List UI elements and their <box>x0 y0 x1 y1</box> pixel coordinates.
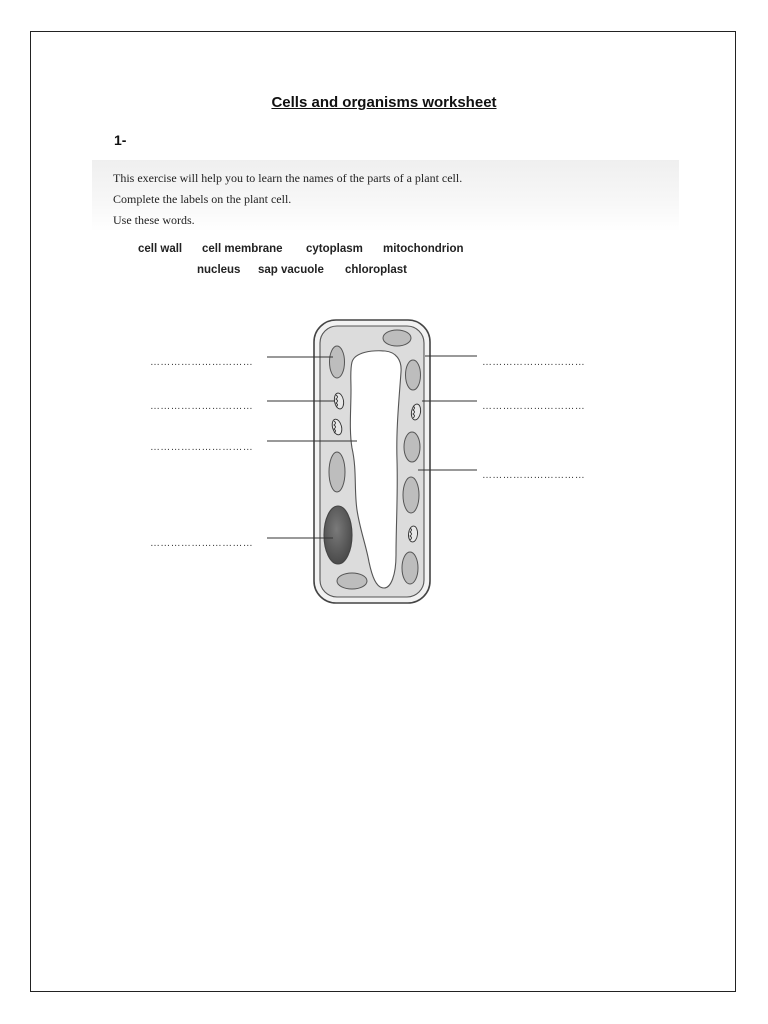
instruction-line-1: This exercise will help you to learn the names of the parts of a plant cell. <box>113 171 463 185</box>
answer-blank-right-1[interactable]: ………………………… <box>482 357 585 368</box>
chloroplast <box>383 330 411 346</box>
word-mitochondrion: mitochondrion <box>383 243 464 255</box>
chloroplast <box>337 573 367 589</box>
instruction-line-2: Complete the labels on the plant cell. <box>113 192 292 206</box>
chloroplast <box>402 552 418 584</box>
question-number: 1- <box>114 132 127 148</box>
answer-blank-left-3[interactable]: ………………………… <box>150 442 253 453</box>
chloroplast <box>404 432 420 462</box>
instruction-line-3: Use these words. <box>113 213 195 227</box>
chloroplast <box>403 477 419 513</box>
word-cell-wall: cell wall <box>138 243 183 255</box>
answer-blank-left-1[interactable]: ………………………… <box>150 357 253 368</box>
chloroplast <box>330 346 345 378</box>
answer-blank-right-2[interactable]: ………………………… <box>482 401 585 412</box>
chloroplast <box>329 452 345 492</box>
worksheet-title: Cells and organisms worksheet <box>271 94 497 111</box>
word-cytoplasm: cytoplasm <box>306 243 363 255</box>
nucleus <box>324 506 352 564</box>
answer-blank-left-4[interactable]: ………………………… <box>150 538 253 549</box>
answer-blank-left-2[interactable]: ………………………… <box>150 401 253 412</box>
word-cell-membrane: cell membrane <box>202 243 283 255</box>
answer-blank-right-3[interactable]: ………………………… <box>482 470 585 481</box>
word-chloroplast: chloroplast <box>345 264 407 276</box>
word-nucleus: nucleus <box>197 264 241 276</box>
chloroplast <box>406 360 421 390</box>
word-sap-vacuole: sap vacuole <box>258 264 324 276</box>
